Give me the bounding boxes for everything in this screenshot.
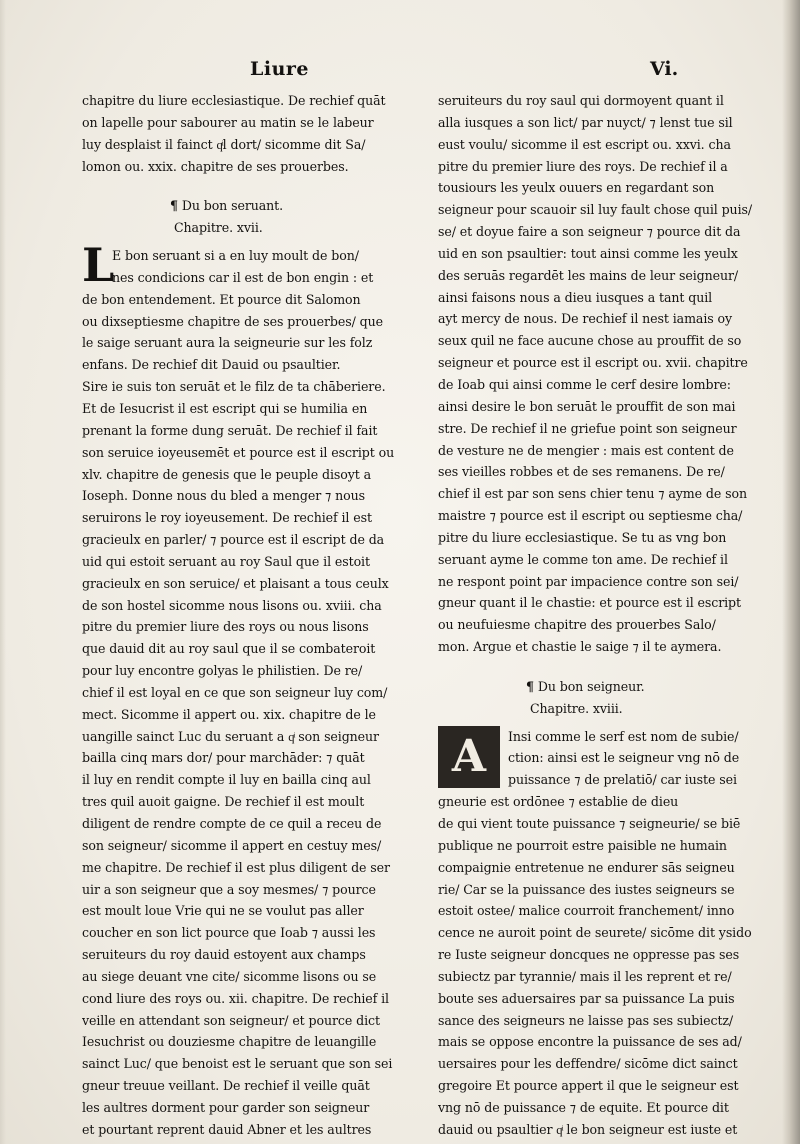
- folio-number: Vi.: [650, 58, 679, 80]
- text-line: Ioseph. Donne nous du bled a menger ⁊ nous: [82, 488, 365, 504]
- text-line: rie/ Car se la puissance des iustes seigneurs se: [438, 881, 735, 897]
- text-line: ne respont point par impacience contre son sei/: [438, 573, 739, 589]
- text-line: boute ses aduersaires par sa puissance La puis: [438, 990, 735, 1006]
- text-line: puissance ⁊ de prelatiō/ car iuste sei: [508, 772, 737, 788]
- right-column-text-b: [438, 726, 766, 1141]
- text-line: ou dixseptiesme chapitre de ses prouerbes/ que: [82, 313, 383, 329]
- text-line: diligent de rendre compte de ce quil a receu de: [82, 816, 382, 831]
- text-line: bailla cinq mars dor/ pour marchāder: ⁊ quāt: [82, 750, 365, 766]
- text-line: subiectz par tyrannie/ mais il les reprent et re/: [438, 968, 732, 984]
- paragraph-with-initial: [438, 726, 766, 1141]
- text-line: Insi comme le serf est nom de subie/: [508, 728, 739, 744]
- left-column-text-a: [82, 90, 410, 177]
- text-line: xlv. chapitre de genesis que le peuple disoyt a: [82, 466, 372, 482]
- text-line: gneur treuue veillant. De rechief il veille quāt: [82, 1078, 370, 1094]
- text-line: vng nō de puissance ⁊ de equite. Et pource dit: [438, 1099, 729, 1115]
- paragraph-with-initial: [82, 238, 410, 1141]
- text-line: luy desplaist il fainct qͥl dort/ sicomme dit Sa/: [82, 136, 366, 152]
- text-line: prenant la forme dung seruāt. De rechief il fait: [82, 422, 378, 438]
- text-line: uid qui estoit seruant au roy Saul que il estoit: [82, 553, 370, 569]
- text-line: de son hostel sicomme nous lisons ou. xviii. cha: [82, 597, 382, 613]
- right-column-text-a: [438, 90, 766, 658]
- text-line: pitre du premier liure des roys. De rechief il a: [438, 158, 728, 174]
- text-line: Sire ie suis ton seruāt et le filz de ta chāberiere.: [82, 379, 386, 395]
- text-line: alla iusques a son lict/ par nuyct/ ⁊ lenst tue sil: [438, 114, 733, 130]
- text-line: pitre du premier liure des roys ou nous lisons: [82, 619, 369, 635]
- text-line: pour luy encontre golyas le philistien. De re/: [82, 663, 363, 679]
- text-line: seigneur et pource est il escript ou. xvii. chapitre: [438, 355, 748, 371]
- text-line: me chapitre. De rechief il est plus diligent de ser: [82, 859, 390, 875]
- text-line: sance des seigneurs ne laisse pas ses subiectz/: [438, 1012, 734, 1028]
- text-line: pitre du liure ecclesiastique. Se tu as vng bon: [438, 529, 727, 545]
- chapter-heading-title: [82, 195, 410, 217]
- text-line: tres quil auoit gaigne. De rechief il est moult: [82, 794, 365, 810]
- text-line: tousiours les yeulx ouuers en regardant son: [438, 180, 715, 196]
- text-line: re Iuste seigneur doncques ne oppresse pas ses: [438, 947, 740, 963]
- chapter-heading-number: Chapitre. xviii.: [530, 700, 623, 716]
- text-line: gracieulx en son seruice/ et plaisant a tous ceulx: [82, 575, 389, 591]
- text-line: et pourtant reprent dauid Abner et les aultres: [82, 1121, 372, 1137]
- page-left-edge-shadow: [0, 0, 6, 1144]
- text-line: maistre ⁊ pource est il escript ou septiesme cha/: [438, 508, 743, 524]
- text-line: enfans. De rechief dit Dauid ou psaultier.: [82, 357, 341, 373]
- text-line: ainsi desire le bon seruāt le prouffit de son mai: [438, 398, 736, 414]
- chapter-heading-title: [438, 676, 766, 698]
- text-line: cence ne auroit point de seurete/ sicōme dit ysido: [438, 925, 752, 941]
- page-right-edge-shadow: [782, 0, 800, 1144]
- chapter-title: Du bon seruant.: [181, 198, 284, 214]
- pilcrow-icon: ¶: [526, 678, 534, 694]
- text-line: les aultres dorment pour garder son seigneur: [82, 1099, 370, 1115]
- text-line: eust voulu/ sicomme il est escript ou. xxvi. cha: [438, 136, 731, 152]
- text-line: ayt mercy de nous. De rechief il nest iamais oy: [438, 311, 733, 327]
- decorated-initial-a: A: [438, 726, 500, 788]
- text-line: son seruice ioyeusemēt et pource est il escript ou: [82, 444, 395, 460]
- text-line: gneurie est ordōnee ⁊ establie de dieu: [438, 794, 679, 810]
- spacer: [438, 658, 766, 676]
- text-line: veille en attendant son seigneur/ et pource dict: [82, 1012, 380, 1028]
- text-line: chief il est loyal en ce que son seigneur luy com/: [82, 684, 388, 700]
- text-line: Et de Iesucrist il est escript qui se humilia en: [82, 400, 368, 416]
- text-line: dauid ou psaultier qͥ le bon seigneur est iuste et: [438, 1121, 738, 1137]
- text-line: publique ne pourroit estre paisible ne humain: [438, 837, 727, 853]
- text-line: seruiteurs du roy dauid estoyent aux champs: [82, 947, 366, 963]
- text-line: ou neufuiesme chapitre des prouerbes Salo/: [438, 617, 716, 633]
- text-line: de bon entendement. Et pource dit Salomon: [82, 291, 361, 307]
- chapter-title: Du bon seigneur.: [537, 678, 645, 694]
- text-line: de qui vient toute puissance ⁊ seigneurie/ se biē: [438, 816, 741, 831]
- text-line: ainsi faisons nous a dieu iusques a tant quil: [438, 289, 713, 305]
- text-line: est moult loue Vrie qui ne se voulut pas aller: [82, 903, 364, 919]
- text-line: Iesuchrist ou douziesme chapitre de leuangille: [82, 1034, 377, 1050]
- text-line: seruant ayme le comme ton ame. De rechief il: [438, 551, 728, 567]
- initial-letter-l: L: [82, 238, 115, 293]
- text-line: mais se oppose encontre la puissance de ses ad/: [438, 1034, 742, 1050]
- text-line: uangille sainct Luc du seruant a qͥ son seigneur: [82, 728, 379, 744]
- text-line: uersaires pour les deffendre/ sicōme dict sainct: [438, 1056, 738, 1072]
- text-line: gneur quant il le chastie: et pource est il escript: [438, 595, 741, 611]
- text-line: de vesture ne de mengier : mais est content de: [438, 442, 734, 458]
- text-line: au siege deuant vne cite/ sicomme lisons ou se: [82, 968, 377, 984]
- left-column: [82, 90, 410, 1141]
- text-line: ction: ainsi est le seigneur vng nō de: [508, 750, 740, 766]
- text-line: coucher en son lict pource que Ioab ⁊ aussi les: [82, 925, 376, 941]
- text-line: E bon seruant si a en luy moult de bon/: [112, 248, 359, 264]
- text-line: on lapelle pour sabourer au matin se le labeur: [82, 114, 374, 130]
- text-line: gregoire Et pource appert il que le seigneur est: [438, 1078, 739, 1094]
- text-line: nes condicions car il est de bon engin : et: [112, 269, 374, 285]
- text-line: seigneur pour scauoir sil luy fault chose quil puis/: [438, 202, 753, 218]
- text-line: sainct Luc/ que benoist est le seruant que son sei: [82, 1056, 393, 1072]
- text-line: le saige seruant aura la seigneurie sur les folz: [82, 335, 373, 351]
- text-line: des seruās regardēt les mains de leur seigneur/: [438, 267, 739, 283]
- text-line: compaignie entretenue ne endurer sās seigneu: [438, 859, 735, 875]
- text-line: lomon ou. xxix. chapitre de ses prouerbes.: [82, 158, 349, 174]
- text-line: chapitre du liure ecclesiastique. De rechief quāt: [82, 93, 386, 108]
- chapter-heading-number: Chapitre. xvii.: [174, 220, 263, 236]
- text-line: estoit ostee/ malice courroit franchement/ inno: [438, 903, 735, 919]
- spacer: [82, 177, 410, 195]
- text-line: seruirons le roy ioyeusement. De rechief il est: [82, 510, 372, 526]
- text-line: seruiteurs du roy saul qui dormoyent quant il: [438, 93, 724, 108]
- text-line: gracieulx en parler/ ⁊ pource est il escript de da: [82, 532, 385, 548]
- text-line: uir a son seigneur que a soy mesmes/ ⁊ pource: [82, 881, 376, 897]
- text-line: stre. De rechief il ne griefue point son seigneur: [438, 420, 737, 436]
- text-line: ses vieilles robbes et de ses remanens. De re/: [438, 464, 725, 480]
- text-line: uid en son psaultier: tout ainsi comme les yeulx: [438, 245, 738, 261]
- left-column-text-b: [82, 238, 410, 1141]
- text-line: chief il est par son sens chier tenu ⁊ ayme de son: [438, 486, 747, 502]
- text-line: mect. Sicomme il appert ou. xix. chapitre de le: [82, 706, 376, 722]
- text-line: mon. Argue et chastie le saige ⁊ il te aymera.: [438, 639, 722, 655]
- text-line: cond liure des roys ou. xii. chapitre. De rechief il: [82, 990, 389, 1006]
- text-line: de Ioab qui ainsi comme le cerf desire lombre:: [438, 376, 731, 392]
- text-line: se/ et doyue faire a son seigneur ⁊ pource dit da: [438, 224, 741, 240]
- text-line: son seigneur/ sicomme il appert en cestuy mes/: [82, 837, 382, 853]
- text-line: que dauid dit au roy saul que il se combateroit: [82, 641, 376, 657]
- text-line: il luy en rendit compte il luy en bailla cinq aul: [82, 772, 371, 788]
- right-column: [438, 90, 766, 1141]
- pilcrow-icon: ¶: [170, 198, 178, 214]
- running-head-left: Liure: [250, 58, 309, 80]
- text-line: seux quil ne face aucune chose au prouffit de so: [438, 333, 742, 349]
